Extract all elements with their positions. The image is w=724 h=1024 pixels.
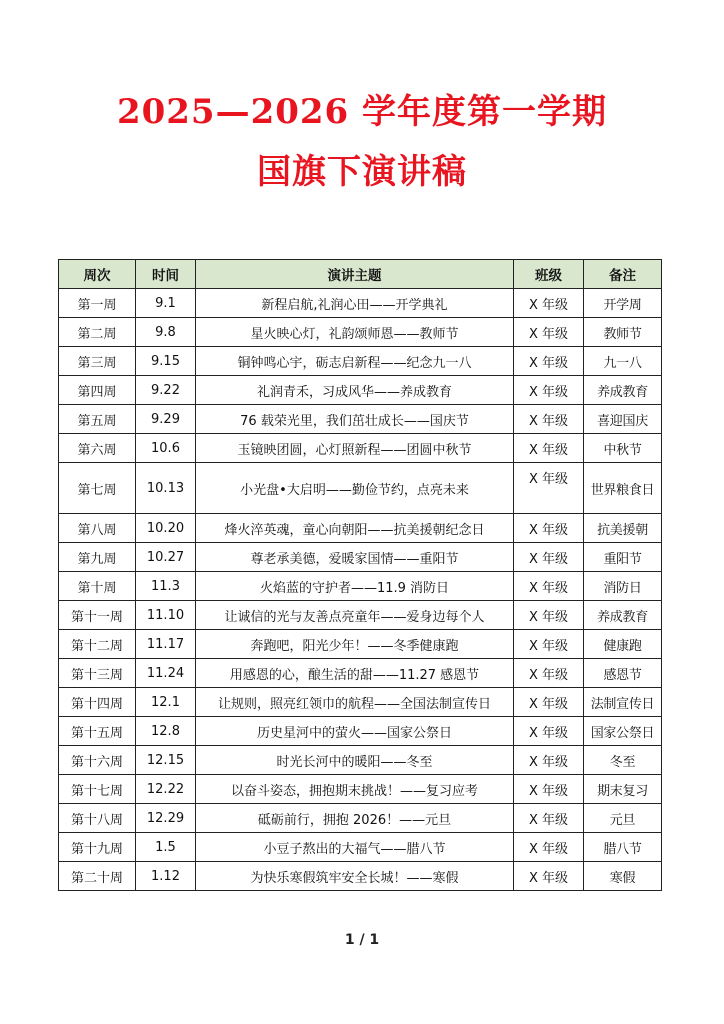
week-cell: 第六周: [59, 434, 136, 463]
date-cell: 10.6: [136, 434, 196, 463]
week-cell: 第七周: [59, 463, 136, 514]
topic-cell: 尊老承美德，爱暖家国情——重阳节: [196, 543, 514, 572]
topic-cell: 礼润青禾，习成风华——养成教育: [196, 376, 514, 405]
note-cell: 法制宣传日: [584, 688, 662, 717]
note-cell: 教师节: [584, 318, 662, 347]
page-number: 1 / 1: [344, 932, 380, 948]
table-row: [59, 659, 662, 688]
grade-cell: X 年级: [514, 572, 584, 601]
grade-cell: X 年级: [514, 514, 584, 543]
table-row: [59, 318, 662, 347]
topic-cell: 历史星河中的萤火——国家公祭日: [196, 717, 514, 746]
date-cell: 12.8: [136, 717, 196, 746]
note-cell: 世界粮食日: [584, 463, 662, 514]
note-cell: 腊八节: [584, 833, 662, 862]
grade-cell: X 年级: [514, 630, 584, 659]
table-row: [59, 405, 662, 434]
header-note: 备注: [584, 260, 662, 289]
date-cell: 9.29: [136, 405, 196, 434]
note-cell: 冬至: [584, 746, 662, 775]
week-cell: 第二周: [59, 318, 136, 347]
note-cell: 中秋节: [584, 434, 662, 463]
table-row: [59, 630, 662, 659]
date-cell: 12.15: [136, 746, 196, 775]
topic-cell: 火焰蓝的守护者——11.9 消防日: [196, 572, 514, 601]
grade-cell: X 年级: [514, 862, 584, 891]
week-cell: 第十四周: [59, 688, 136, 717]
note-cell: 期末复习: [584, 775, 662, 804]
grade-cell: X 年级: [514, 601, 584, 630]
table-row: [59, 775, 662, 804]
topic-cell: 时光长河中的暖阳——冬至: [196, 746, 514, 775]
table-row: [59, 514, 662, 543]
note-cell: 健康跑: [584, 630, 662, 659]
topic-cell: 让规则，照亮红领巾的航程——全国法制宣传日: [196, 688, 514, 717]
grade-cell: X 年级: [514, 746, 584, 775]
grade-cell: X 年级: [514, 347, 584, 376]
topic-cell: 新程启航,礼润心田——开学典礼: [196, 289, 514, 318]
header-week: 周次: [59, 260, 136, 289]
week-cell: 第十二周: [59, 630, 136, 659]
week-cell: 第十一周: [59, 601, 136, 630]
note-cell: 开学周: [584, 289, 662, 318]
date-cell: 12.22: [136, 775, 196, 804]
date-cell: 9.1: [136, 289, 196, 318]
date-cell: 1.12: [136, 862, 196, 891]
grade-cell: X 年级: [514, 833, 584, 862]
week-cell: 第五周: [59, 405, 136, 434]
week-cell: 第十六周: [59, 746, 136, 775]
note-cell: 重阳节: [584, 543, 662, 572]
table-row: [59, 289, 662, 318]
table-row: [59, 572, 662, 601]
topic-cell: 烽火淬英魂，童心向朝阳——抗美援朝纪念日: [196, 514, 514, 543]
week-cell: 第十周: [59, 572, 136, 601]
grade-cell: X 年级: [514, 775, 584, 804]
table-row: [59, 746, 662, 775]
grade-cell: X 年级: [514, 289, 584, 318]
grade-cell: X 年级: [514, 405, 584, 434]
date-cell: 10.13: [136, 463, 196, 514]
topic-cell: 小豆子熬出的大福气——腊八节: [196, 833, 514, 862]
note-cell: 元旦: [584, 804, 662, 833]
grade-cell: X 年级: [514, 434, 584, 463]
topic-cell: 让诚信的光与友善点亮童年——爱身边每个人: [196, 601, 514, 630]
week-cell: 第四周: [59, 376, 136, 405]
title-line-2-wrapper: [0, 148, 724, 196]
topic-cell: 为快乐寒假筑牢安全长城！——寒假: [196, 862, 514, 891]
note-cell: 消防日: [584, 572, 662, 601]
date-cell: 9.15: [136, 347, 196, 376]
week-cell: 第十三周: [59, 659, 136, 688]
note-cell: 寒假: [584, 862, 662, 891]
date-cell: 11.17: [136, 630, 196, 659]
week-cell: 第九周: [59, 543, 136, 572]
note-cell: 养成教育: [584, 376, 662, 405]
document-subtitle: 国旗下演讲稿: [257, 152, 467, 192]
table-row: [59, 804, 662, 833]
table-header-row: [59, 260, 662, 289]
date-cell: 9.8: [136, 318, 196, 347]
week-cell: 第一周: [59, 289, 136, 318]
grade-cell: X 年级: [514, 659, 584, 688]
week-cell: 第十九周: [59, 833, 136, 862]
table-row: [59, 543, 662, 572]
date-cell: 12.1: [136, 688, 196, 717]
topic-cell: 奔跑吧，阳光少年！——冬季健康跑: [196, 630, 514, 659]
table-row: [59, 862, 662, 891]
topic-cell: 星火映心灯，礼韵颂师恩——教师节: [196, 318, 514, 347]
date-cell: 1.5: [136, 833, 196, 862]
note-cell: 九一八: [584, 347, 662, 376]
week-cell: 第八周: [59, 514, 136, 543]
week-cell: 第十八周: [59, 804, 136, 833]
week-cell: 第十七周: [59, 775, 136, 804]
date-cell: 12.29: [136, 804, 196, 833]
grade-cell: X 年级: [514, 717, 584, 746]
date-cell: 11.10: [136, 601, 196, 630]
date-cell: 10.20: [136, 514, 196, 543]
grade-cell: X 年级: [514, 318, 584, 347]
week-cell: 第三周: [59, 347, 136, 376]
grade-cell: X 年级: [514, 543, 584, 572]
table-row: [59, 717, 662, 746]
header-date: 时间: [136, 260, 196, 289]
note-cell: 国家公祭日: [584, 717, 662, 746]
date-cell: 11.24: [136, 659, 196, 688]
note-cell: 感恩节: [584, 659, 662, 688]
table-row: [59, 601, 662, 630]
grade-cell: X 年级: [514, 463, 584, 514]
table-row: [59, 347, 662, 376]
topic-cell: 以奋斗姿态，拥抱期末挑战！——复习应考: [196, 775, 514, 804]
note-cell: 抗美援朝: [584, 514, 662, 543]
table-row: [59, 688, 662, 717]
grade-cell: X 年级: [514, 804, 584, 833]
date-cell: 9.22: [136, 376, 196, 405]
topic-cell: 76 载荣光里，我们茁壮成长——国庆节: [196, 405, 514, 434]
table-row: [59, 376, 662, 405]
table-row: [59, 434, 662, 463]
topic-cell: 小光盘•大启明——勤俭节约，点亮未来: [196, 463, 514, 514]
topic-cell: 铜钟鸣心宇，砺志启新程——纪念九一八: [196, 347, 514, 376]
speech-schedule-table: [58, 259, 662, 891]
topic-cell: 玉镜映团圆，心灯照新程——团圆中秋节: [196, 434, 514, 463]
table-row: [59, 463, 662, 514]
header-topic: 演讲主题: [196, 260, 514, 289]
header-grade: 班级: [514, 260, 584, 289]
document-title: 2025—2026 学年度第一学期: [116, 92, 608, 132]
grade-cell: X 年级: [514, 376, 584, 405]
note-cell: 喜迎国庆: [584, 405, 662, 434]
table-row: [59, 833, 662, 862]
topic-cell: 用感恩的心，酿生活的甜——11.27 感恩节: [196, 659, 514, 688]
date-cell: 11.3: [136, 572, 196, 601]
date-cell: 10.27: [136, 543, 196, 572]
week-cell: 第二十周: [59, 862, 136, 891]
topic-cell: 砥砺前行，拥抱 2026！——元旦: [196, 804, 514, 833]
title-line-1-wrapper: [0, 88, 724, 136]
grade-cell: X 年级: [514, 688, 584, 717]
week-cell: 第十五周: [59, 717, 136, 746]
note-cell: 养成教育: [584, 601, 662, 630]
